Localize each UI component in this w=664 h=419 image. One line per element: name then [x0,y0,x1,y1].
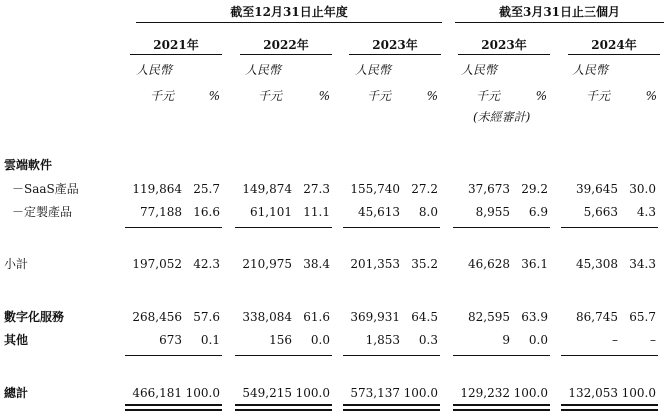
currency-label: 人民幣 [572,63,609,77]
currency-label: 人民幣 [461,63,498,77]
year-header: 2024年 [591,38,637,52]
row-label-subtotal: 小計 [4,257,29,271]
total-rule [235,355,332,356]
cell-amount: 37,673 [468,182,510,196]
total-double-rule [343,404,440,406]
row-label-others: 其他 [4,333,29,347]
currency-label: 人民幣 [245,63,282,77]
cell-pct: 34.3 [629,257,656,271]
total-double-rule [125,409,222,411]
unit-pct-label: % [208,89,220,103]
year-underline [458,54,550,55]
cell-amount: 46,628 [468,257,510,271]
total-rule [561,355,658,356]
unit-amount-label: 千元 [150,89,175,103]
cell-pct: 0.0 [528,333,548,347]
year-underline [568,54,660,55]
year-header: 2021年 [153,38,199,52]
cell-pct: 27.3 [303,182,330,196]
cell-amount: 8,955 [475,205,510,219]
subtotal-rule [343,227,440,228]
period-header-quarter: 截至3月31日止三個月 [498,5,621,19]
cell-amount: 268,456 [132,310,182,324]
row-label-custom: －定製產品 [12,205,73,219]
cell-amount: 338,084 [242,310,292,324]
cell-pct: 100.0 [513,386,548,400]
cell-pct: 11.1 [303,205,330,219]
unit-amount-label: 千元 [586,89,611,103]
total-double-rule [453,404,550,406]
row-label-total: 總計 [4,386,29,400]
total-double-rule [453,409,550,411]
cell-amount: 86,745 [576,310,618,324]
row-label-saas: －SaaS產品 [12,182,79,196]
cell-amount: 156 [269,333,292,347]
cell-pct: – [650,333,656,347]
total-double-rule [235,409,332,411]
cell-pct: 4.3 [636,205,656,219]
cell-pct: 0.3 [418,333,438,347]
cell-pct: 25.7 [193,182,220,196]
cell-pct: 38.4 [303,257,330,271]
cell-amount: 119,864 [132,182,182,196]
cell-pct: 64.5 [411,310,438,324]
cell-pct: 100.0 [295,386,330,400]
period-underline [136,22,442,23]
row-label-digital: 數字化服務 [4,310,65,324]
cell-pct: 63.9 [521,310,548,324]
cell-pct: 8.0 [418,205,438,219]
cell-pct: 0.1 [200,333,220,347]
unaudited-note: (未經審計) [473,110,531,124]
subtotal-rule [125,227,222,228]
unit-amount-label: 千元 [367,89,392,103]
unit-pct-label: % [426,89,438,103]
row-label-cloud-software: 雲端軟件 [4,158,53,172]
cell-amount: 82,595 [468,310,510,324]
cell-amount: 673 [159,333,182,347]
cell-pct: 100.0 [621,386,656,400]
cell-pct: 27.2 [411,182,438,196]
cell-amount: 1,853 [365,333,400,347]
cell-pct: 6.9 [528,205,548,219]
total-double-rule [561,404,658,406]
cell-pct: 16.6 [193,205,220,219]
cell-amount: 132,053 [568,386,618,400]
subtotal-rule [453,227,550,228]
cell-amount: 201,353 [350,257,400,271]
cell-amount: 210,975 [242,257,292,271]
cell-pct: 36.1 [521,257,548,271]
cell-amount: 45,613 [358,205,400,219]
cell-pct: 57.6 [193,310,220,324]
currency-label: 人民幣 [136,63,173,77]
total-double-rule [561,409,658,411]
total-rule [343,355,440,356]
cell-amount: 369,931 [350,310,400,324]
cell-amount: – [612,333,618,347]
cell-amount: 197,052 [132,257,182,271]
total-rule [453,355,550,356]
cell-pct: 29.2 [521,182,548,196]
cell-amount: 549,215 [242,386,292,400]
cell-amount: 45,308 [576,257,618,271]
cell-pct: 35.2 [411,257,438,271]
cell-pct: 30.0 [629,182,656,196]
total-double-rule [125,404,222,406]
year-underline [240,54,332,55]
cell-amount: 61,101 [250,205,292,219]
year-underline [130,54,222,55]
unit-amount-label: 千元 [476,89,501,103]
total-double-rule [235,404,332,406]
cell-amount: 9 [502,333,510,347]
cell-amount: 77,188 [140,205,182,219]
total-rule [125,355,222,356]
cell-pct: 61.6 [303,310,330,324]
cell-amount: 129,232 [460,386,510,400]
cell-amount: 155,740 [350,182,400,196]
unit-pct-label: % [645,89,657,103]
cell-pct: 65.7 [629,310,656,324]
cell-pct: 42.3 [193,257,220,271]
cell-pct: 100.0 [403,386,438,400]
total-double-rule [343,409,440,411]
subtotal-rule [235,227,332,228]
year-underline [349,54,441,55]
unit-pct-label: % [535,89,547,103]
period-underline [455,22,664,23]
cell-amount: 5,663 [583,205,618,219]
cell-amount: 573,137 [350,386,400,400]
cell-amount: 39,645 [576,182,618,196]
cell-pct: 100.0 [185,386,220,400]
year-header: 2023年 [372,38,418,52]
year-header: 2022年 [263,38,309,52]
cell-pct: 0.0 [310,333,330,347]
year-header: 2023年 [481,38,527,52]
currency-label: 人民幣 [355,63,392,77]
unit-pct-label: % [318,89,330,103]
period-header-year: 截至12月31日止年度 [230,5,348,19]
subtotal-rule [561,227,658,228]
unit-amount-label: 千元 [258,89,283,103]
cell-amount: 149,874 [242,182,292,196]
cell-amount: 466,181 [132,386,182,400]
